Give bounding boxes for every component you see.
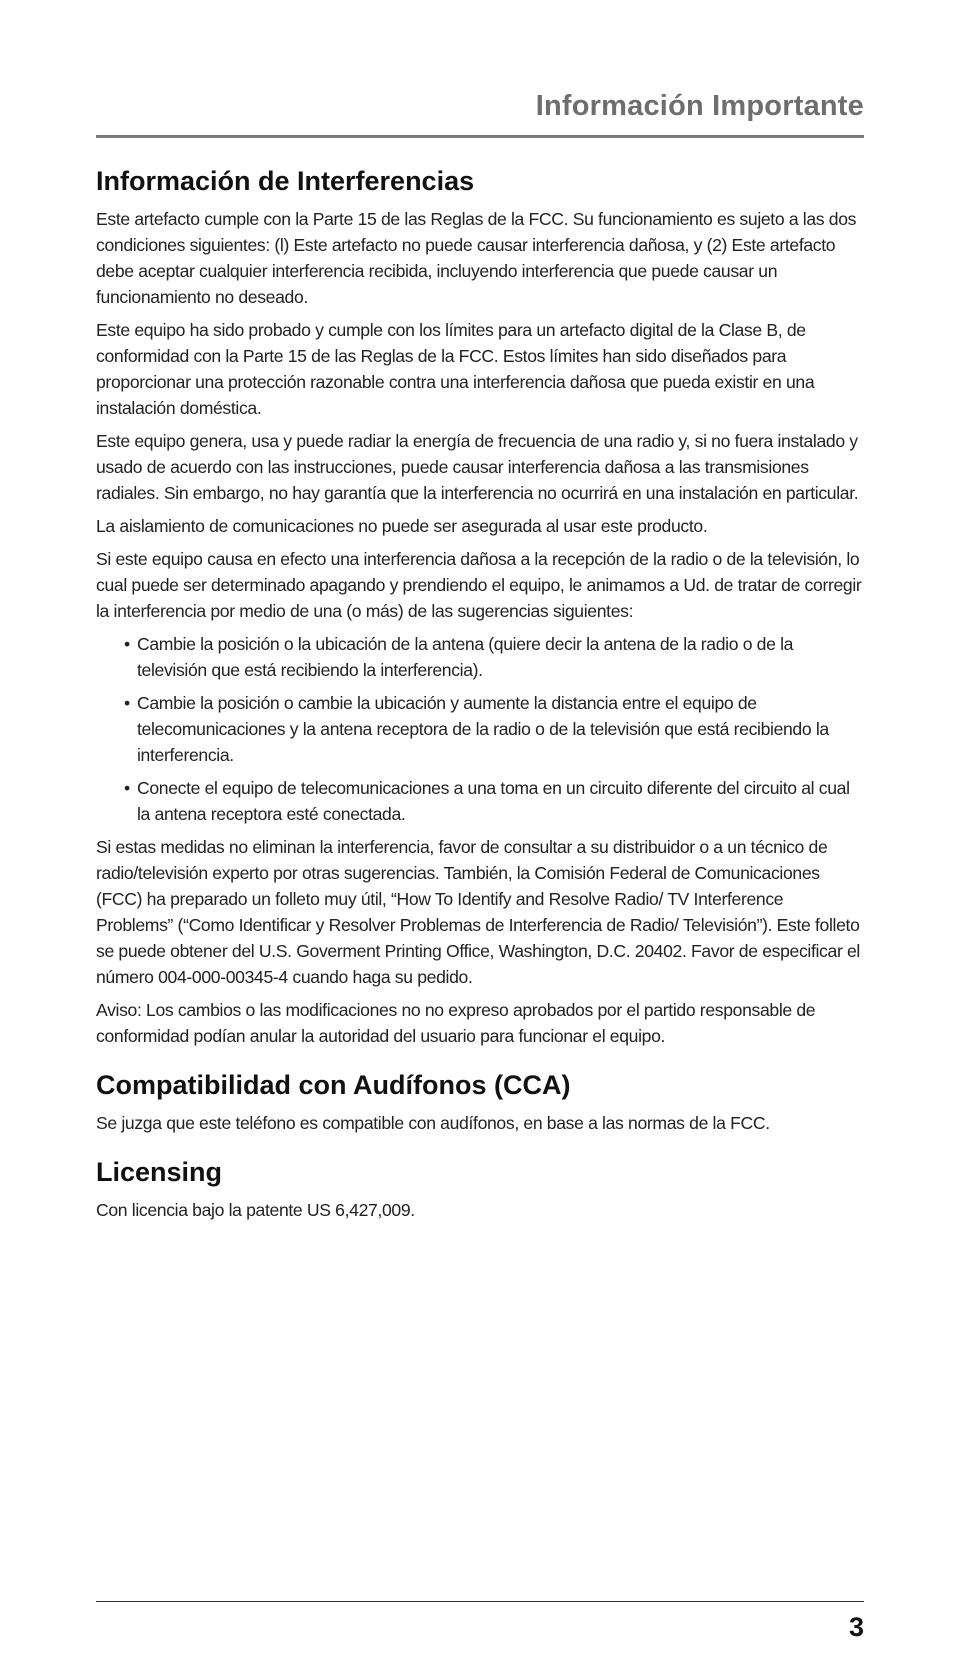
interference-paragraph-5: Si este equipo causa en efecto una interferencia dañosa a la recepción de la radio o de la televisión, lo cual puede ser determinado apagando y prendiendo el equipo, le animamos a Ud. de tratar de corregir la interferencia por medio de una (o más) de las sugerencias siguientes: (96, 549, 862, 621)
page-number: 3 (848, 1612, 864, 1642)
hac-section (96, 1068, 864, 1136)
licensing-heading: Licensing (96, 1157, 223, 1187)
interference-paragraph-1: Este artefacto cumple con la Parte 15 de las Reglas de la FCC. Su funcionamiento es sujeto a las dos condiciones siguientes: (l) Este artefacto no puede causar interferencia dañosa, y (2) Este artefacto debe aceptar cualquier interferencia recibida, incluyendo interferencia que puede causar un funcionamiento no deseado. (96, 209, 857, 307)
suggestion-text: Conecte el equipo de telecomunicaciones a una toma en un circuito diferente del circuito al cual la antena receptora esté conectada. (137, 778, 850, 824)
licensing-section (96, 1155, 864, 1223)
suggestions-list (96, 631, 864, 827)
section-spacer (96, 1056, 864, 1068)
interference-paragraph-4: La aislamiento de comunicaciones no puede ser asegurada al usar este producto. (96, 516, 708, 536)
manual-page (96, 0, 864, 1670)
bullet-icon: • (124, 634, 130, 654)
interference-closing-paragraph-1: Si estas medidas no eliminan la interferencia, favor de consultar a su distribuidor o a un técnico de radio/televisión experto por otras sugerencias. También, la Comisión Federal de Comunicaciones (FCC) ha preparado un folleto muy útil, “How To Identify and Resolve Radio/ TV Interference Problems” (“Como Identificar y Resolver Problemas de Interferencia de Radio/ Televisión”). Este folleto se puede obtener del U.S. Goverment Printing Office, Washington, D.C. 20402. Favor de especificar el número 004-000-00345-4 cuando haga su pedido. (96, 837, 860, 987)
section-spacer (96, 1143, 864, 1155)
suggestion-text: Cambie la posición o la ubicación de la antena (quiere decir la antena de la radio o de la televisión que está recibiendo la interferencia). (137, 634, 794, 680)
footer-divider (96, 1601, 864, 1602)
interference-section (96, 164, 864, 1049)
suggestion-item (124, 775, 864, 827)
bullet-icon: • (124, 778, 130, 798)
interference-closing-paragraph-2: Aviso: Los cambios o las modificaciones no no expreso aprobados por el partido responsable de conformidad podían anular la autoridad del usuario para funcionar el equipo. (96, 1000, 816, 1046)
page-content (96, 164, 864, 1230)
interference-paragraph-3: Este equipo genera, usa y puede radiar la energía de frecuencia de una radio y, si no fuera instalado y usado de acuerdo con las instrucciones, puede causar interferencia dañosa a las transmisiones radiales. Sin embargo, no hay garantía que la interferencia no ocurrirá en una instalación en particular. (96, 431, 859, 503)
licensing-text: Con licencia bajo la patente US 6,427,009. (96, 1200, 415, 1220)
suggestion-item (124, 631, 864, 683)
running-header: Información Importante (535, 90, 864, 122)
bullet-icon: • (124, 693, 130, 713)
hac-text: Se juzga que este teléfono es compatible con audífonos, en base a las normas de la FCC. (96, 1113, 770, 1133)
interference-heading: Información de Interferencias (96, 166, 475, 196)
suggestion-text: Cambie la posición o cambie la ubicación y aumente la distancia entre el equipo de telecomunicaciones y la antena receptora de la radio o de la televisión que está recibiendo la interferencia. (137, 693, 829, 765)
header-divider (96, 135, 864, 138)
hac-heading: Compatibilidad con Audífonos (CCA) (96, 1070, 571, 1100)
interference-paragraph-2: Este equipo ha sido probado y cumple con los límites para un artefacto digital de la Clase B, de conformidad con la Parte 15 de las Reglas de la FCC. Estos límites han sido diseñados para proporcionar una protección razonable contra una interferencia dañosa que pueda existir en una instalación doméstica. (96, 320, 815, 418)
suggestion-item (124, 690, 864, 768)
